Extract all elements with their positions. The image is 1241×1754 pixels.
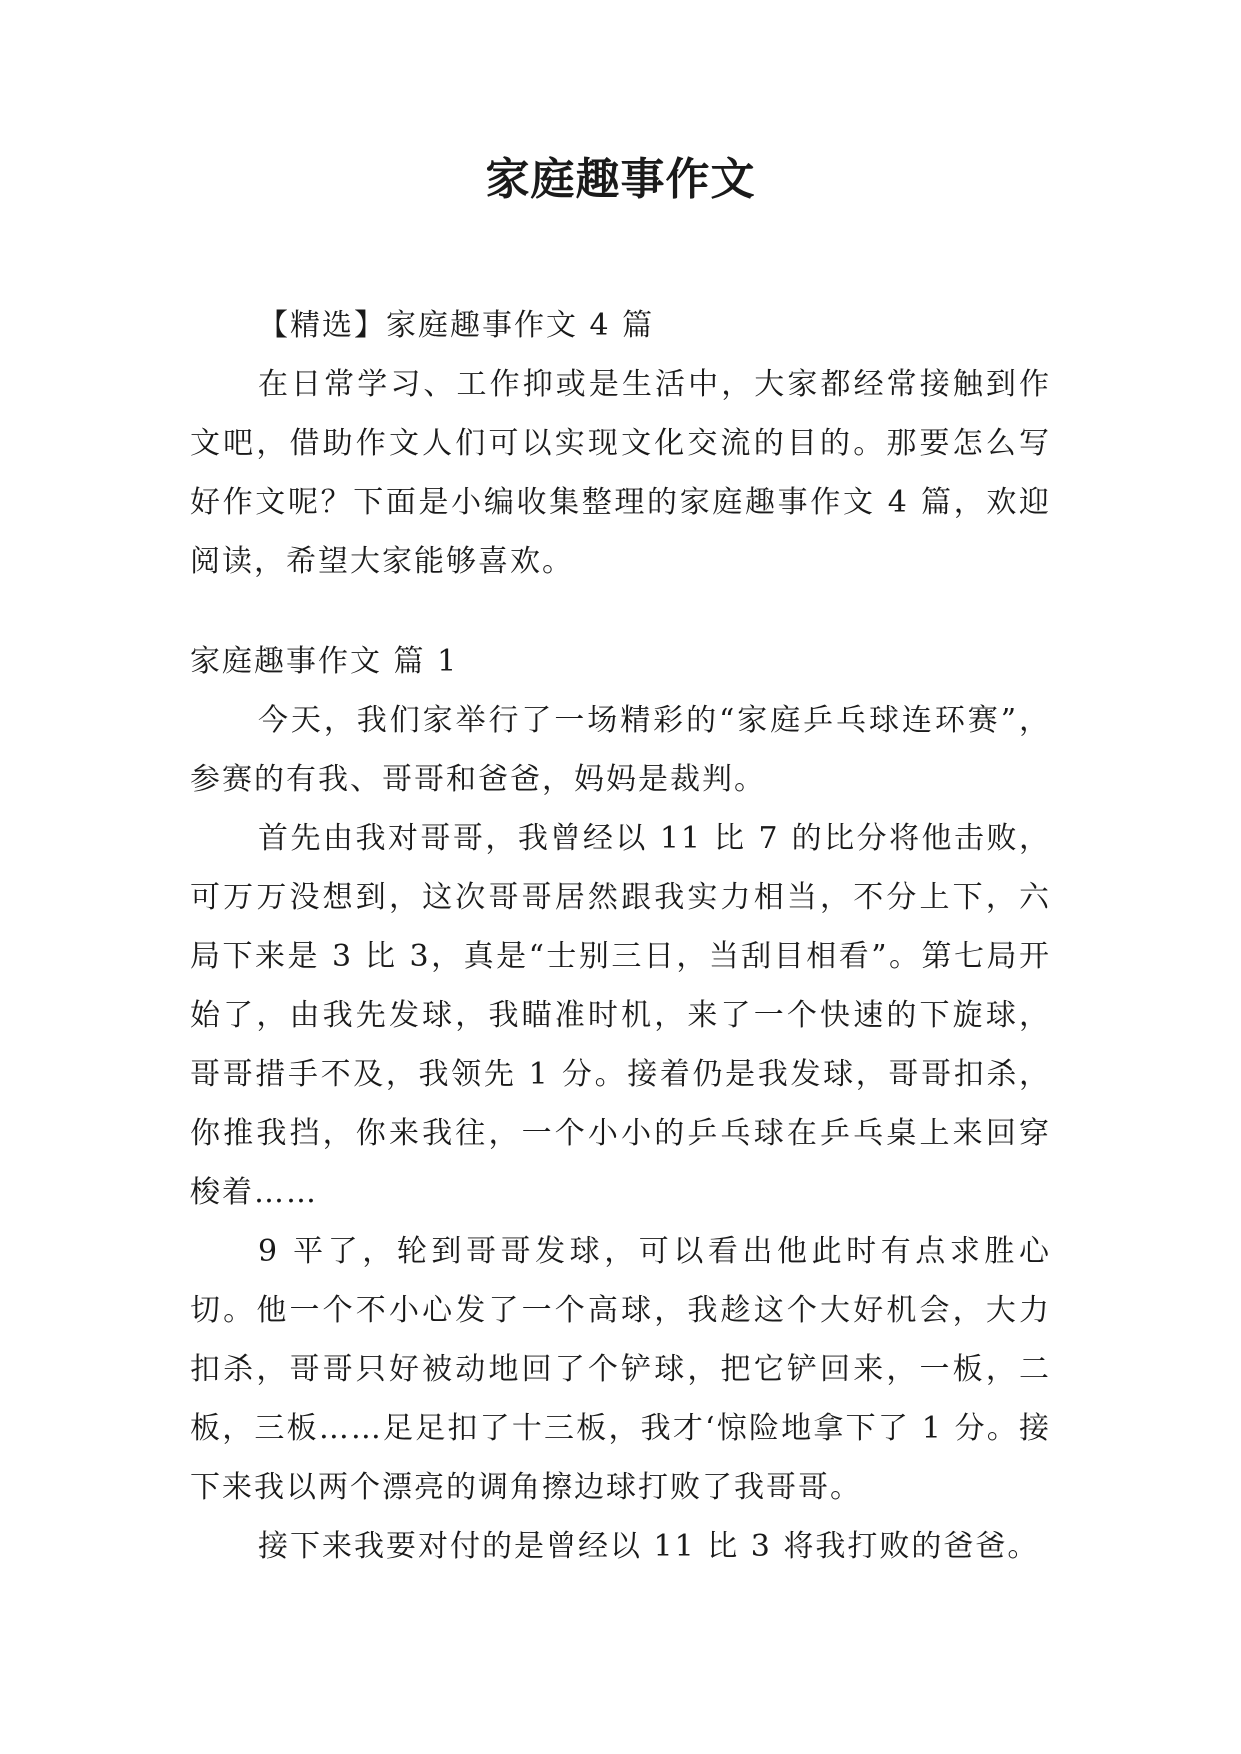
subtitle-line: 【精选】家庭趣事作文 4 篇 (258, 308, 655, 343)
paragraph-4: 接下来我要对付的是曾经以 11 比 3 将我打败的爸爸。 (258, 1529, 1040, 1564)
section-heading: 家庭趣事作文 篇 1 (190, 644, 459, 679)
document-title: 家庭趣事作文 (485, 154, 756, 205)
paragraph-3: 9 平了，轮到哥哥发球，可以看出他此时有点求胜心切。他一个不小心发了一个高球，我趁这个大好机会，大力扣杀，哥哥只好被动地回了个铲球，把它铲回来，一板，二板，三板……足足扣了十三板，我才‘惊险地拿下了 1 分。接下来我以两个漂亮的调角擦边球打败了我哥哥。 (190, 1234, 1051, 1505)
intro-paragraph: 在日常学习、工作抑或是生活中，大家都经常接触到作文吧，借助作文人们可以实现文化交流的目的。那要怎么写好作文呢？下面是小编收集整理的家庭趣事作文 4 篇，欢迎阅读，希望大家能够喜欢。 (190, 367, 1051, 579)
paragraph-1: 今天，我们家举行了一场精彩的“家庭乒乓球连环赛”，参赛的有我、哥哥和爸爸，妈妈是裁判。 (190, 703, 1051, 797)
paragraph-2: 首先由我对哥哥，我曾经以 11 比 7 的比分将他击败，可万万没想到，这次哥哥居然跟我实力相当，不分上下，六局下来是 3 比 3，真是“士别三日，当刮目相看”。第七局开始了，由我先发球，我瞄准时机，来了一个快速的下旋球，哥哥措手不及，我领先 1 分。接着仍是我发球，哥哥扣杀，你推我挡，你来我往，一个小小的乒乓球在乒乓桌上来回穿梭着…… (190, 821, 1051, 1210)
